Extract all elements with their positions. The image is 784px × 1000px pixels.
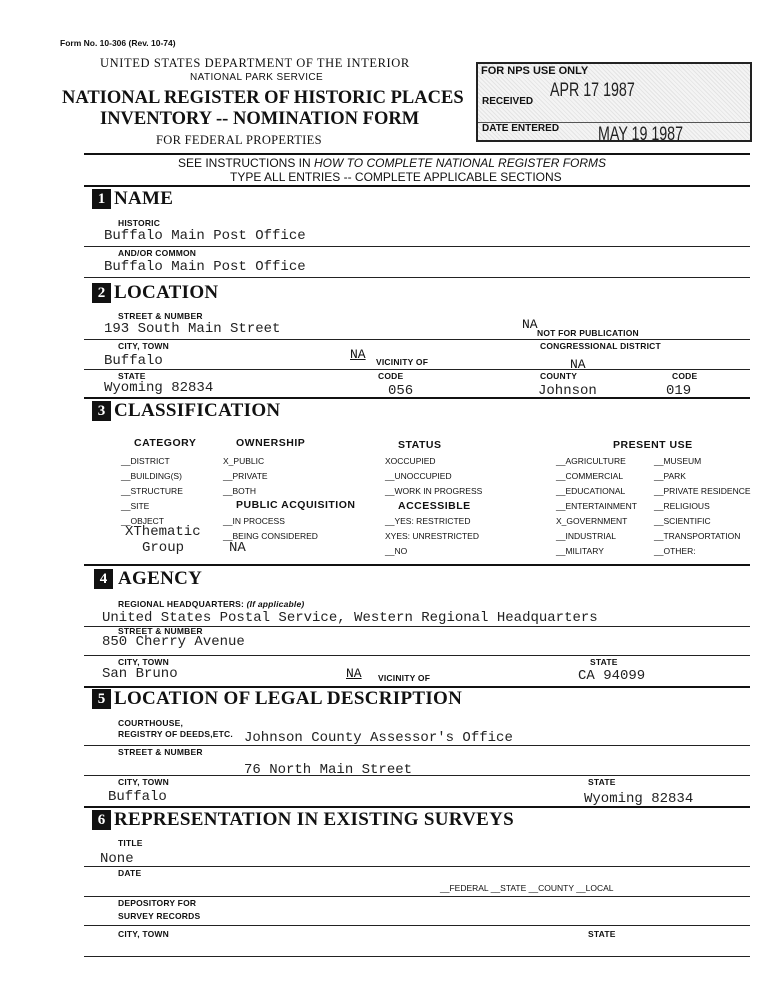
present-use-option: __COMMERCIAL <box>556 471 624 481</box>
courthouse-value: Johnson County Assessor's Office <box>244 730 513 746</box>
acquisition-option: __IN PROCESS <box>223 516 285 526</box>
present-use-option: __EDUCATIONAL <box>556 486 626 496</box>
historic-label: HISTORIC <box>118 218 161 228</box>
accessible-option: __YES: RESTRICTED <box>385 516 471 526</box>
regional-hq-value: United States Postal Service, Western Regional Headquarters <box>102 610 598 626</box>
legal-street-value: 76 North Main Street <box>244 762 413 778</box>
common-name-value: Buffalo Main Post Office <box>104 259 306 275</box>
code-label: CODE <box>378 371 404 381</box>
category-thematic-value: XThematic <box>125 524 201 540</box>
present-use-option: __MILITARY <box>556 546 604 556</box>
section-4-number: 4 <box>94 569 113 589</box>
district-value: NA <box>570 357 586 372</box>
status-heading: STATUS <box>398 439 442 451</box>
vicinity-mark: NA <box>350 347 366 362</box>
present-use-option: __SCIENTIFIC <box>654 516 711 526</box>
courthouse-label: COURTHOUSE, <box>118 718 184 728</box>
form-subtitle: FOR FEDERAL PROPERTIES <box>156 133 322 147</box>
category-option: __SITE <box>121 501 150 511</box>
nps-box-label: FOR NPS USE ONLY <box>481 65 589 77</box>
category-option: __OBJECT <box>121 516 164 526</box>
instructions-line2: TYPE ALL ENTRIES -- COMPLETE APPLICABLE SECTIONS <box>230 170 562 184</box>
survey-title-value: None <box>100 851 134 867</box>
present-use-option: __TRANSPORTATION <box>654 531 741 541</box>
nps-use-box <box>476 62 752 145</box>
registry-label: REGISTRY OF DEEDS,ETC. <box>118 729 233 739</box>
form-title-line1: NATIONAL REGISTER OF HISTORIC PLACES <box>62 88 464 108</box>
category-option: __DISTRICT <box>121 456 170 466</box>
legal-state-label: STATE <box>588 777 616 787</box>
section-6-number: 6 <box>92 810 111 830</box>
section-3-title: CLASSIFICATION <box>114 400 281 421</box>
county-label: COUNTY <box>540 371 578 381</box>
agency-state-value: CA 94099 <box>578 668 646 684</box>
present-use-option: __PRIVATE RESIDENCE <box>654 486 751 496</box>
category-option: __STRUCTURE <box>121 486 183 496</box>
acquisition-option: __BEING CONSIDERED <box>223 531 318 541</box>
agency-street-label: STREET & NUMBER <box>118 626 203 636</box>
status-option: __WORK IN PROGRESS <box>385 486 483 496</box>
present-use-option: __ENTERTAINMENT <box>556 501 637 511</box>
agency-state-label: STATE <box>590 657 618 667</box>
status-option: __UNOCCUPIED <box>385 471 452 481</box>
section-5-title: LOCATION OF LEGAL DESCRIPTION <box>114 688 463 709</box>
instructions-line1: SEE INSTRUCTIONS IN HOW TO COMPLETE NATIONAL REGISTER FORMS <box>178 156 607 170</box>
survey-title-label: TITLE <box>118 838 143 848</box>
depository-label: DEPOSITORY FOR <box>118 898 197 908</box>
ownership-option: __BOTH <box>223 486 257 496</box>
city-value: Buffalo <box>104 353 163 369</box>
county-code-label: CODE <box>672 371 698 381</box>
survey-state-label: STATE <box>588 929 616 939</box>
accessible-option: __NO <box>385 546 408 556</box>
congressional-district-label: CONGRESSIONAL DISTRICT <box>540 341 661 351</box>
section-2-title: LOCATION <box>114 282 219 303</box>
state-value: Wyoming 82834 <box>104 380 214 396</box>
present-use-heading: PRESENT USE <box>613 439 693 451</box>
street-label: STREET & NUMBER <box>118 311 203 321</box>
agency-city-value: San Bruno <box>102 666 178 682</box>
agency-vicinity-mark: NA <box>346 666 362 681</box>
agency-vicinity-label: VICINITY OF <box>378 673 431 683</box>
section-6-title: REPRESENTATION IN EXISTING SURVEYS <box>114 809 515 830</box>
section-1-number: 1 <box>92 189 111 209</box>
category-heading: CATEGORY <box>134 437 197 449</box>
category-option: __BUILDING(S) <box>121 471 182 481</box>
common-label: AND/OR COMMON <box>118 248 197 258</box>
section-3-number: 3 <box>92 401 111 421</box>
legal-street-label: STREET & NUMBER <box>118 747 203 757</box>
present-use-option: __OTHER: <box>654 546 696 556</box>
present-use-option: __RELIGIOUS <box>654 501 710 511</box>
present-use-option: __INDUSTRIAL <box>556 531 616 541</box>
legal-state-value: Wyoming 82834 <box>584 791 694 807</box>
state-label: STATE <box>118 371 146 381</box>
section-5-number: 5 <box>92 689 111 709</box>
survey-records-label: SURVEY RECORDS <box>118 911 201 921</box>
form-number: Form No. 10-306 (Rev. 10-74) <box>60 38 176 48</box>
department-name: UNITED STATES DEPARTMENT OF THE INTERIOR <box>100 56 410 70</box>
section-2-number: 2 <box>92 283 111 303</box>
state-code-value: 056 <box>388 383 414 399</box>
not-for-publication-mark: NA <box>522 317 538 332</box>
county-value: Johnson <box>538 383 597 399</box>
public-acquisition-heading: PUBLIC ACQUISITION <box>236 499 356 511</box>
date-entered-label: DATE ENTERED <box>482 123 560 134</box>
form-title-line2: INVENTORY -- NOMINATION FORM <box>100 109 420 129</box>
ownership-option: __PRIVATE <box>223 471 268 481</box>
present-use-option: __AGRICULTURE <box>556 456 626 466</box>
date-entered-stamp: MAY 19 1987 <box>598 124 684 145</box>
survey-date-label: DATE <box>118 868 142 878</box>
service-name: NATIONAL PARK SERVICE <box>190 72 324 83</box>
county-code-value: 019 <box>666 383 692 399</box>
agency-street-value: 850 Cherry Avenue <box>102 634 245 650</box>
vicinity-label: VICINITY OF <box>376 357 429 367</box>
legal-city-label: CITY, TOWN <box>118 777 169 787</box>
section-4-title: AGENCY <box>118 568 203 589</box>
present-use-option: __MUSEUM <box>654 456 702 466</box>
category-group-value: Group <box>142 540 185 556</box>
ownership-option: X_PUBLIC <box>223 456 265 466</box>
survey-levels: __FEDERAL __STATE __COUNTY __LOCAL <box>440 883 614 893</box>
regional-hq-label: REGIONAL HEADQUARTERS: (If applicable) <box>118 599 305 609</box>
acquisition-value: NA <box>229 540 246 556</box>
section-1-title: NAME <box>114 188 174 209</box>
historic-name-value: Buffalo Main Post Office <box>104 228 306 244</box>
status-option: XOCCUPIED <box>385 456 436 466</box>
not-for-publication-label: NOT FOR PUBLICATION <box>537 328 639 338</box>
accessible-option: XYES: UNRESTRICTED <box>385 531 479 541</box>
received-stamp: APR 17 1987 <box>550 80 635 101</box>
present-use-option: __PARK <box>654 471 686 481</box>
city-label: CITY, TOWN <box>118 341 169 351</box>
received-label: RECEIVED <box>482 96 534 107</box>
agency-city-label: CITY, TOWN <box>118 657 169 667</box>
legal-city-value: Buffalo <box>108 789 167 805</box>
accessible-heading: ACCESSIBLE <box>398 500 471 512</box>
street-value: 193 South Main Street <box>104 321 281 337</box>
survey-city-label: CITY, TOWN <box>118 929 169 939</box>
ownership-heading: OWNERSHIP <box>236 437 306 449</box>
present-use-option: X_GOVERNMENT <box>556 516 628 526</box>
